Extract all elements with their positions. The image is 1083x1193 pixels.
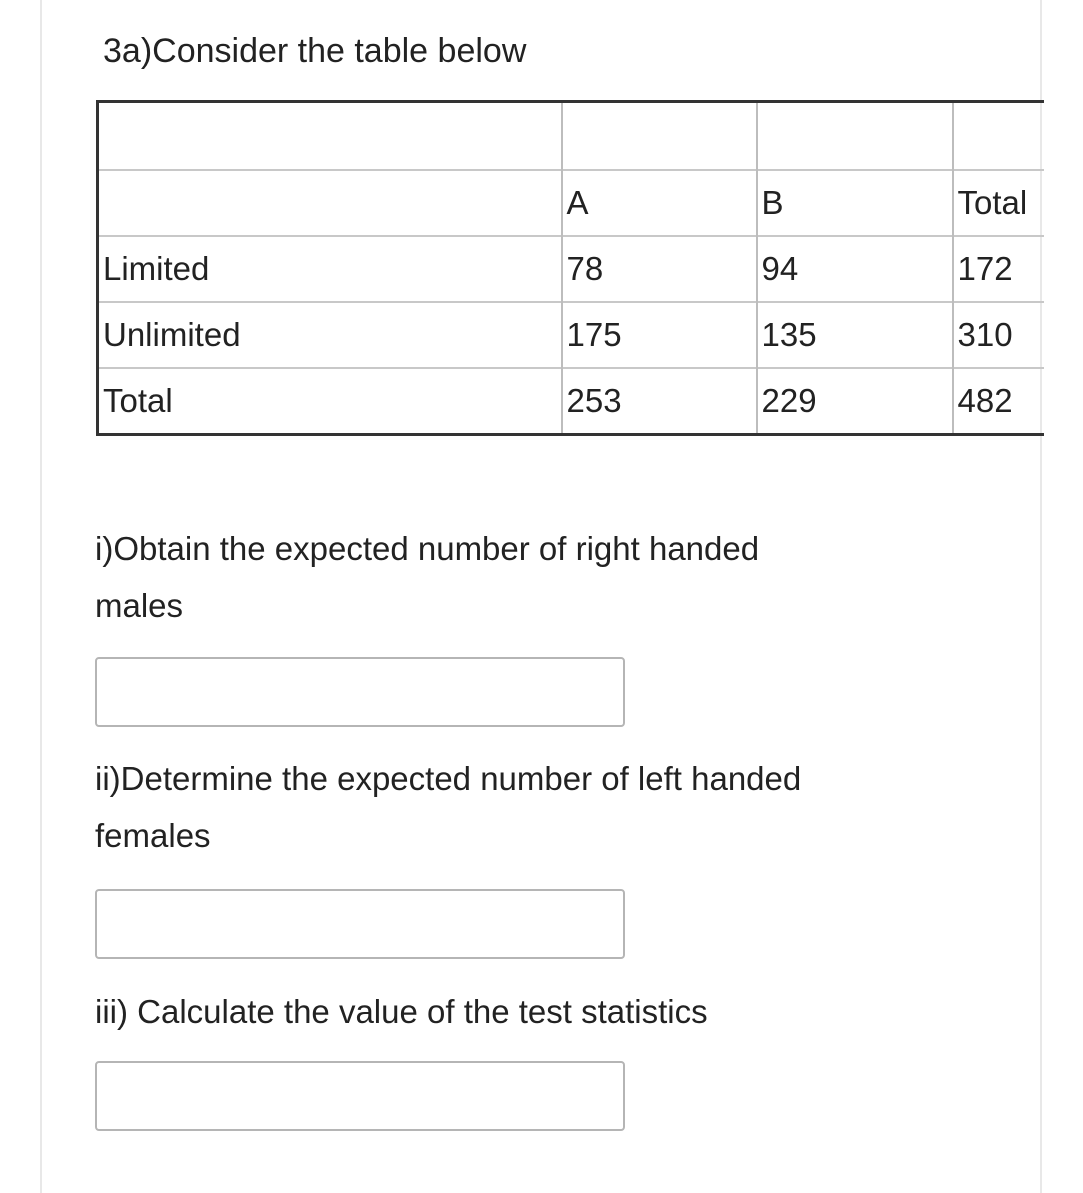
table-cell: 310 xyxy=(953,302,1044,368)
table-cell: 175 xyxy=(562,302,757,368)
contingency-table xyxy=(96,100,1044,436)
prompt-line: females xyxy=(95,817,211,854)
table-cell xyxy=(562,102,757,171)
column-header xyxy=(98,170,562,236)
question-part-ii xyxy=(95,750,995,864)
table-row xyxy=(98,302,1044,368)
table-blank-row xyxy=(98,102,1044,171)
table-cell: 253 xyxy=(562,368,757,435)
left-page-border xyxy=(40,0,42,1193)
column-header: Total xyxy=(953,170,1044,236)
row-label: Unlimited xyxy=(98,302,562,368)
table-cell: 135 xyxy=(757,302,953,368)
row-label: Limited xyxy=(98,236,562,302)
row-label: Total xyxy=(98,368,562,435)
question-title: 3a)Consider the table below xyxy=(103,32,527,70)
table-cell xyxy=(98,102,562,171)
question-part-iii xyxy=(95,983,995,1040)
table-cell: 172 xyxy=(953,236,1044,302)
table-cell xyxy=(757,102,953,171)
table-cell: 229 xyxy=(757,368,953,435)
question-part-i xyxy=(95,520,995,634)
answer-input-part-i[interactable] xyxy=(95,657,625,727)
prompt-line: ii)Determine the expected number of left handed xyxy=(95,760,802,797)
prompt-line: iii) Calculate the value of the test statistics xyxy=(95,993,708,1030)
table-cell: 94 xyxy=(757,236,953,302)
table-header-row xyxy=(98,170,1044,236)
table-cell xyxy=(953,102,1044,171)
table-cell: 482 xyxy=(953,368,1044,435)
table-row xyxy=(98,236,1044,302)
column-header: B xyxy=(757,170,953,236)
prompt-line: males xyxy=(95,587,184,624)
answer-input-part-iii[interactable] xyxy=(95,1061,625,1131)
answer-input-part-ii[interactable] xyxy=(95,889,625,959)
column-header: A xyxy=(562,170,757,236)
table-cell: 78 xyxy=(562,236,757,302)
table-row xyxy=(98,368,1044,435)
prompt-line: i)Obtain the expected number of right handed xyxy=(95,530,760,567)
